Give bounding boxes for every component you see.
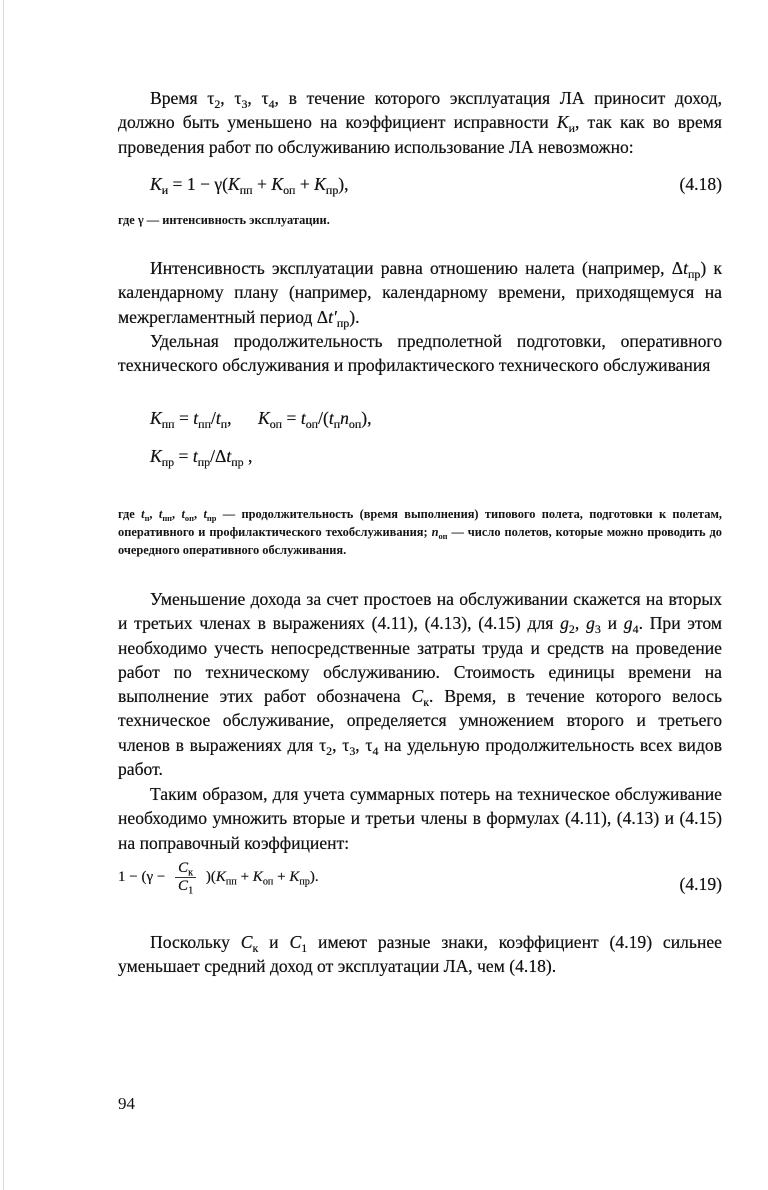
formula-kpp-kop [118,408,722,432]
equation-number: (4.18) [679,174,722,194]
equation-4-18 [118,174,722,198]
equation-prefix: 1 − (γ − [118,868,166,885]
math-symbol: $K_{оп}$ [257,408,283,432]
math-symbol: $K_{пп}$ [215,868,237,888]
math-symbol: $K_{пр}$ [314,174,339,198]
math-symbol: $t_п$ [215,408,228,432]
equation-body: $K_и = 1 - \gamma(K_{пп} + K_{оп} + K_{пр})$, [150,174,349,198]
equation-4-19 [118,860,722,895]
math-symbol: $C_к$ [411,686,430,710]
math-symbol: $K_{пр}$ [150,446,175,470]
math-symbol: $t_{пр}$ [226,446,244,470]
math-symbol: $g_2$ [560,613,575,637]
note-definitions: где $t_п$, $t_{пп}$, $t_{оп}$, $t_{пр}$ — продолжительность (время выполнения) типового полета, подготовки к полетам, оперативного и профилактического техобслуживания; $n_{оп}$ — число полетов, которые можно проводить до очередного оперативного обслуживания. [118,507,723,557]
math-symbol: $K_и$ [150,174,169,198]
math-symbol: $K_{пп}$ [228,174,253,198]
fraction-numerator: $C_к$ [175,860,196,878]
paragraph-4: Уменьшение дохода за счет простоев на обслуживании скажется на вторых и третьих членах в выражениях (4.11), (4.13), (4.15) для $g_2$, $g_3$ и $g_4$. При этом необходимо учесть непосредственные затраты труда и средств на проведение работ по техническому обслуживанию. Стоимость единицы времени на выполнение этих работ обозначена $C_к$. Время, в течение которого велось техническое обслуживание, определяется умножением второго и третьего членов в выражениях для $\tau_2$, $\tau_3$, $\tau_4$ на удельную продолжительность всех видов работ. [118,589,723,780]
math-symbol: $t_п$ [141,507,150,523]
math-symbol: $t_{пр}$ [203,507,217,523]
math-symbol: $K_и$ [556,112,575,136]
fraction [175,860,196,895]
math-symbol: $g_3$ [586,613,601,637]
math-symbol: $C_1$ [289,932,308,956]
math-symbol: $K_{пп}$ [150,408,175,432]
math-symbol: $C_к$ [240,932,259,956]
math-symbol: $t_п$ [328,408,341,432]
math-symbol: $t_{оп}$ [181,507,194,523]
math-symbol: $t_{оп}$ [300,408,319,432]
math-symbol: $\tau_3$ [234,88,248,112]
paragraph-6: Поскольку $C_к$ и $C_1$ имеют разные знаки, коэффициент (4.19) сильнее уменьшает средний доход от эксплуатации ЛА, чем (4.18). [118,932,722,977]
paragraph-5: Таким образом, для учета суммарных потерь на техническое обслуживание необходимо умножить вторые и третьи члены в формулах (4.11), (4.13) и (4.15) на поправочный коэффициент: [118,784,722,853]
math-symbol: $t_{пп}$ [158,507,173,523]
page-number: 94 [118,1094,135,1113]
math-symbol: $t'_{пр}$ [328,306,350,330]
math-symbol: $\tau_4$ [365,734,379,758]
formula-body: $K_{пп} = t_{пп}/t_п$, $K_{оп} = t_{оп}/(t_пn_{оп})$, [150,408,372,432]
math-symbol: $n_{оп}$ [340,408,362,432]
math-symbol: $t_{пр}$ [683,258,701,282]
math-symbol: $\tau_2$ [207,88,221,112]
math-symbol: $K_{пр}$ [289,868,310,888]
math-symbol: $K_{оп}$ [252,868,274,888]
equation-number: (4.19) [679,874,722,894]
equation-suffix: )$(K_{пп} + K_{оп} + K_{пр})$. [205,868,319,888]
paragraph-2: Интенсивность эксплуатации равна отношению налета (например, $\Delta t_{пр}$) к календарному плану (например, календарному времени, приходящемуся на межрегламентный период $\Delta t'_{пр}$). [118,258,722,330]
math-symbol: $t_{пр}$ [192,446,211,470]
math-symbol: $g_4$ [623,613,639,637]
formula-body: $K_{пр} = t_{пр}/\Delta t_{пр}$ , [150,446,253,470]
paragraph-1: Время $\tau_2$, $\tau_3$, $\tau_4$, в течение которого эксплуатация ЛА приносит доход, должно быть уменьшено на коэффициент исправности $K_и$, так как во время проведения работ по обслуживанию использование ЛА невозможно: [118,88,723,157]
fraction-denominator: $C_1$ [178,878,194,897]
math-symbol: $t_{пп}$ [193,408,211,432]
math-symbol: $n_{оп}$ [431,525,448,541]
note-gamma: где γ — интенсивность эксплуатации. [118,213,330,227]
math-symbol: $K_{оп}$ [271,174,296,198]
math-symbol: $\tau_4$ [261,88,275,112]
formula-kpr [118,446,722,470]
scan-edge-line [3,0,4,1190]
math-symbol: $\tau_3$ [342,734,356,758]
math-symbol: $\tau_2$ [319,734,333,758]
paragraph-3: Удельная продолжительность предполетной подготовки, оперативного технического обслуживания и профилактического технического обслуживания [118,331,722,376]
